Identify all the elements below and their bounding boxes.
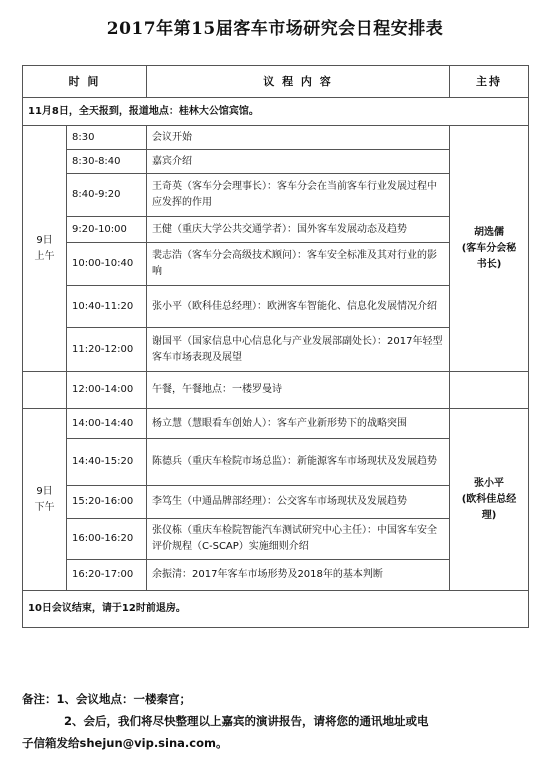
notes-section xyxy=(22,688,532,754)
time-cell: 15:20-16:00 xyxy=(67,486,147,519)
agenda-cell: 张小平（欧科佳总经理）：欧洲客车智能化、信息化发展情况介绍 xyxy=(147,286,450,328)
time-cell: 8:30 xyxy=(67,126,147,150)
header-host: 主持 xyxy=(450,66,529,98)
arrival-row xyxy=(23,98,529,126)
afternoon-day-label xyxy=(23,409,67,591)
afternoon-day: 9日 xyxy=(36,485,53,497)
note-line-3: 子信箱发给shejun@vip.sina.com。 xyxy=(22,736,228,750)
agenda-cell: 张仪栋（重庆车检院智能汽车测试研究中心主任）：中国客车安全评价规程（C-SCAP）实施细则介绍 xyxy=(147,519,450,560)
header-row xyxy=(23,66,529,98)
arrival-note: 11月8日，全天报到，报道地点：桂林大公馆宾馆。 xyxy=(23,98,529,126)
page-title: 2017年第15届客车市场研究会日程安排表 xyxy=(106,19,444,39)
agenda-cell: 李笃生（中通品牌部经理）：公交客车市场现状及发展趋势 xyxy=(147,486,450,519)
closing-note: 10日会议结束，请于12时前退房。 xyxy=(23,591,529,628)
time-cell: 11:20-12:00 xyxy=(67,328,147,372)
header-time: 时 间 xyxy=(23,66,147,98)
time-cell: 12:00-14:00 xyxy=(67,372,147,409)
time-cell: 10:00-10:40 xyxy=(67,243,147,286)
morning-day-label xyxy=(23,126,67,372)
agenda-cell: 谢国平（国家信息中心信息化与产业发展部副处长）：2017年轻型客车市场表现及展望 xyxy=(147,328,450,372)
note-line-2: 2、会后，我们将尽快整理以上嘉宾的演讲报告，请将您的通讯地址或电 xyxy=(64,714,429,728)
agenda-cell: 杨立慧（慧眼看车创始人）：客车产业新形势下的战略突围 xyxy=(147,409,450,439)
morning-period: 上午 xyxy=(34,250,55,262)
agenda-cell: 嘉宾介绍 xyxy=(147,150,450,174)
time-cell: 8:40-9:20 xyxy=(67,174,147,217)
agenda-cell: 裴志浩（客车分会高级技术顾问）：客车安全标准及其对行业的影响 xyxy=(147,243,450,286)
afternoon-host-name: 张小平 xyxy=(474,477,504,489)
lunch-day-cell xyxy=(23,372,67,409)
time-cell: 14:40-15:20 xyxy=(67,439,147,486)
morning-host xyxy=(450,126,529,372)
time-cell: 16:20-17:00 xyxy=(67,560,147,591)
lunch-row xyxy=(23,372,529,409)
header-agenda: 议 程 内 容 xyxy=(147,66,450,98)
table-row xyxy=(23,409,529,439)
time-cell: 10:40-11:20 xyxy=(67,286,147,328)
agenda-cell: 午餐，午餐地点：一楼罗曼诗 xyxy=(147,372,450,409)
closing-row xyxy=(23,591,529,628)
afternoon-host-title-1: (欧科佳总经 xyxy=(461,493,517,505)
table-row xyxy=(23,126,529,150)
morning-host-title-1: (客车分会秘 xyxy=(461,242,517,254)
morning-host-title-2: 书长) xyxy=(476,258,502,270)
agenda-cell: 余振清：2017年客车市场形势及2018年的基本判断 xyxy=(147,560,450,591)
afternoon-host-title-2: 理) xyxy=(481,509,497,521)
time-cell: 9:20-10:00 xyxy=(67,217,147,243)
agenda-cell: 王健（重庆大学公共交通学者）：国外客车发展动态及趋势 xyxy=(147,217,450,243)
afternoon-host xyxy=(450,409,529,591)
time-cell: 8:30-8:40 xyxy=(67,150,147,174)
morning-host-name: 胡选儒 xyxy=(474,226,504,238)
agenda-cell: 王奇英（客车分会理事长）：客车分会在当前客车行业发展过程中应发挥的作用 xyxy=(147,174,450,217)
time-cell: 16:00-16:20 xyxy=(67,519,147,560)
time-cell: 14:00-14:40 xyxy=(67,409,147,439)
agenda-cell: 会议开始 xyxy=(147,126,450,150)
morning-day: 9日 xyxy=(36,234,53,246)
note-line-1: 备注：1、会议地点：一楼秦宫； xyxy=(22,692,191,706)
lunch-host-cell xyxy=(450,372,529,409)
schedule-table xyxy=(22,65,529,628)
agenda-cell: 陈德兵（重庆车检院市场总监）：新能源客车市场现状及发展趋势 xyxy=(147,439,450,486)
afternoon-period: 下午 xyxy=(34,501,55,513)
